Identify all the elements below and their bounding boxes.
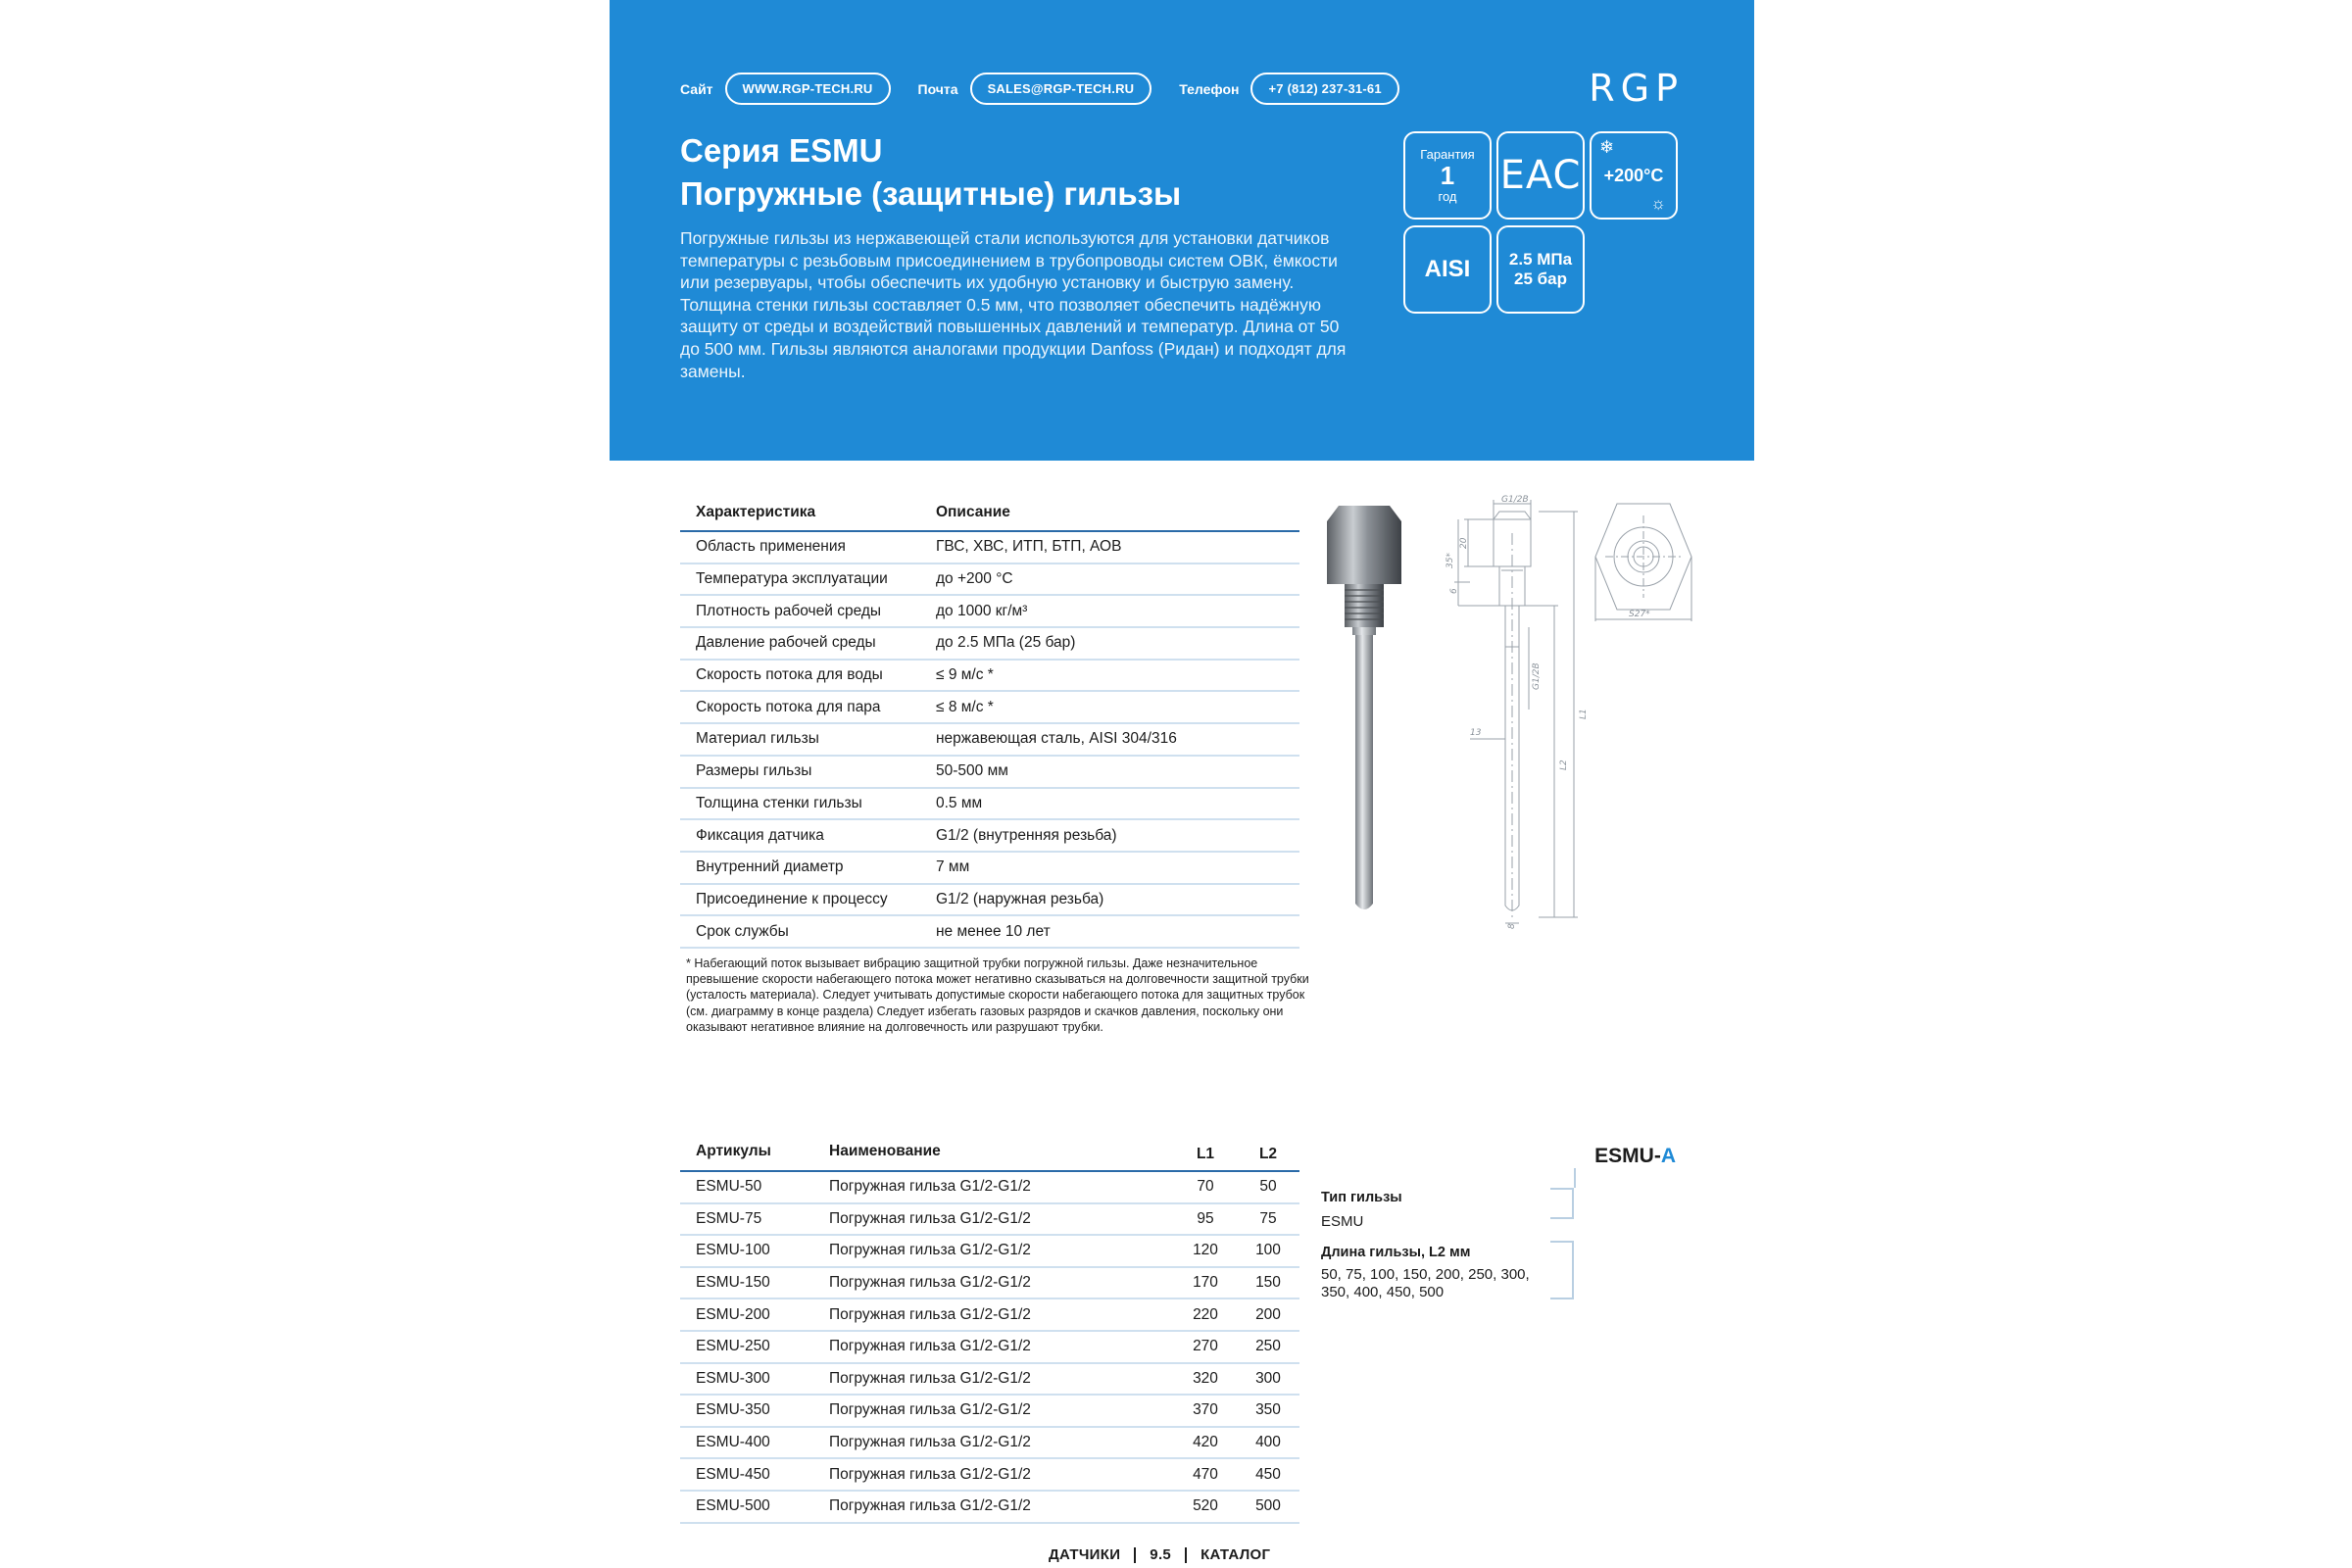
dim-6: 6 [1449,588,1459,594]
table-row [680,564,1299,596]
material-value: AISI [1424,256,1471,282]
dim-g12b-side: G1/2B [1532,662,1542,690]
table-row [680,1203,1299,1236]
article-l2: 350 [1237,1395,1299,1427]
article-name: Погружная гильза G1/2-G1/2 [813,1395,1174,1427]
article-l1: 120 [1174,1235,1237,1267]
product-photo [1315,502,1413,919]
spec-cell-name: Температура эксплуатации [680,564,920,596]
order-code [1594,1145,1676,1168]
table-row [680,691,1299,723]
article-name: Погружная гильза G1/2-G1/2 [813,1331,1174,1363]
spec-header-row [680,500,1299,531]
footer-divider [1134,1547,1136,1563]
article-l1: 70 [1174,1171,1237,1203]
table-row [680,660,1299,692]
spec-col-description: Описание [920,500,1299,531]
article-code: ESMU-150 [680,1267,813,1299]
footer-page-number: 9.5 [1150,1546,1172,1563]
bracket-connector [1574,1168,1625,1188]
sun-icon: ☼ [1650,194,1666,213]
articles-header-row [680,1139,1299,1171]
col-l2: L2 [1237,1139,1299,1171]
footer-section: ДАТЧИКИ [1049,1546,1121,1563]
article-code: ESMU-350 [680,1395,813,1427]
spec-cell-name: Толщина стенки гильзы [680,788,920,820]
snowflake-icon: ❄ [1599,137,1615,157]
article-l1: 470 [1174,1458,1237,1491]
type-value: ESMU [1321,1213,1364,1230]
table-row [680,531,1299,564]
article-code: ESMU-400 [680,1427,813,1459]
table-row [680,1298,1299,1331]
article-l2: 300 [1237,1363,1299,1396]
article-l2: 50 [1237,1171,1299,1203]
length-value: 50, 75, 100, 150, 200, 250, 300, 350, 400, 450, 500 [1321,1266,1530,1300]
table-row [680,1267,1299,1299]
spec-cell-value: до +200 °С [920,564,1299,596]
dim-l2: L2 [1559,760,1569,770]
spec-cell-value: G1/2 (наружная резьба) [920,884,1299,916]
article-l1: 520 [1174,1491,1237,1523]
table-row [680,627,1299,660]
spec-cell-name: Скорость потока для воды [680,660,920,692]
article-code: ESMU-450 [680,1458,813,1491]
article-name: Погружная гильза G1/2-G1/2 [813,1491,1174,1523]
mail-label: Почта [917,80,958,97]
spec-cell-name: Фиксация датчика [680,819,920,852]
table-row [680,1331,1299,1363]
article-code: ESMU-200 [680,1298,813,1331]
spec-cell-value: ≤ 9 м/с * [920,660,1299,692]
technical-drawing-hex [1590,496,1697,633]
table-row [680,852,1299,884]
site-link[interactable]: WWW.RGP-TECH.RU [725,73,891,105]
warranty-unit: год [1438,189,1457,204]
dim-s27: S27* [1629,610,1650,619]
spec-cell-name: Плотность рабочей среды [680,595,920,627]
article-name: Погружная гильза G1/2-G1/2 [813,1363,1174,1396]
article-code: ESMU-250 [680,1331,813,1363]
footer-catalog: КАТАЛОГ [1200,1546,1271,1563]
footnote: * Набегающий поток вызывает вибрацию защитной трубки погружной гильзы. Даже незначительное превышение скорости набегающего потока может негативно сказываться на долговечности защитной трубки (усталость материала). Следует учитывать допустимые скорости набегающего потока для защитных трубок (см. диаграмму в конце раздела) Следует избегать газовых разрядов и скачков давления, поскольку они оказывают негативное влияние на долговечность или разрушают трубки. [686,956,1309,1034]
spec-cell-value: ГВС, ХВС, ИТП, БТП, АОВ [920,531,1299,564]
dim-tube: 13 [1470,728,1482,738]
article-l1: 320 [1174,1363,1237,1396]
table-row [680,915,1299,948]
article-l2: 450 [1237,1458,1299,1491]
mail-link[interactable]: SALES@RGP-TECH.RU [970,73,1152,105]
site-label: Сайт [680,80,713,97]
article-l2: 75 [1237,1203,1299,1236]
spec-table [680,500,1299,949]
table-row [680,788,1299,820]
warranty-label: Гарантия [1420,147,1475,162]
dim-20: 20 [1459,537,1469,549]
spec-cell-name: Внутренний диаметр [680,852,920,884]
article-l2: 400 [1237,1427,1299,1459]
title-series: Серия ESMU [680,132,883,169]
contacts-bar [680,73,1427,105]
table-row [680,1171,1299,1203]
spec-cell-name: Область применения [680,531,920,564]
article-l1: 370 [1174,1395,1237,1427]
table-row [680,1491,1299,1523]
table-row [680,1458,1299,1491]
spec-cell-name: Срок службы [680,915,920,948]
spec-cell-value: до 1000 кг/м³ [920,595,1299,627]
spec-cell-value: 7 мм [920,852,1299,884]
article-l2: 250 [1237,1331,1299,1363]
article-name: Погружная гильза G1/2-G1/2 [813,1203,1174,1236]
article-l1: 220 [1174,1298,1237,1331]
page-title [680,129,1181,216]
rgp-logo: RGP [1589,67,1684,110]
table-row [680,1427,1299,1459]
intro-text: Погружные гильзы из нержавеющей стали используются для установки датчиков температуры с резьбовым присоединением в трубопроводы систем ОВК, ёмкости или резервуары, чтобы обеспечить их удобную установку и быструю замену. Толщина стенки гильзы составляет 0.5 мм, что позволяет обеспечить надёжную защиту от среды и воздействий повышенных давлений и температур. Длина от 50 до 500 мм. Гильзы являются аналогами продукции Danfoss (Ридан) и подходят для замены. [680,228,1347,381]
table-row [680,595,1299,627]
table-row [680,1395,1299,1427]
type-title: Тип гильзы [1321,1190,1402,1205]
dim-35: 35* [1446,553,1455,568]
spec-cell-value: 0.5 мм [920,788,1299,820]
table-row [680,1363,1299,1396]
article-l1: 170 [1174,1267,1237,1299]
article-name: Погружная гильза G1/2-G1/2 [813,1171,1174,1203]
dim-l1: L1 [1579,709,1589,719]
temperature-badge [1590,131,1678,220]
footer-divider [1185,1547,1187,1563]
article-name: Погружная гильза G1/2-G1/2 [813,1298,1174,1331]
spec-col-characteristic: Характеристика [680,500,920,531]
length-title: Длина гильзы, L2 мм [1321,1245,1471,1260]
technical-drawing-side [1431,494,1597,929]
spec-cell-name: Присоединение к процессу [680,884,920,916]
phone-label: Телефон [1179,80,1240,97]
spec-cell-name: Размеры гильзы [680,756,920,788]
spec-cell-value: не менее 10 лет [920,915,1299,948]
col-article: Артикулы [680,1139,813,1171]
dim-8: 8 [1507,923,1517,929]
catalog-page [610,0,1754,1568]
col-l1: L1 [1174,1139,1237,1171]
article-code: ESMU-75 [680,1203,813,1236]
spec-cell-value: G1/2 (внутренняя резьба) [920,819,1299,852]
pressure-bar: 25 бар [1514,270,1567,288]
spec-cell-name: Давление рабочей среды [680,627,920,660]
table-row [680,884,1299,916]
article-l1: 420 [1174,1427,1237,1459]
article-name: Погружная гильза G1/2-G1/2 [813,1267,1174,1299]
bracket-length [1550,1241,1574,1299]
article-l2: 200 [1237,1298,1299,1331]
order-code-legend [1315,1145,1688,1311]
article-l2: 500 [1237,1491,1299,1523]
article-l2: 100 [1237,1235,1299,1267]
spec-cell-value: нержавеющая сталь, AISI 304/316 [920,723,1299,756]
page-footer [1049,1546,1270,1563]
table-row [680,1235,1299,1267]
article-l1: 95 [1174,1203,1237,1236]
dim-g12b-top: G1/2B [1501,495,1529,505]
table-row [680,819,1299,852]
article-code: ESMU-100 [680,1235,813,1267]
order-code-base: ESMU- [1594,1145,1661,1167]
title-product: Погружные (защитные) гильзы [680,175,1182,212]
pressure-mpa: 2.5 МПа [1508,250,1573,269]
table-row [680,723,1299,756]
warranty-badge [1403,131,1492,220]
article-name: Погружная гильза G1/2-G1/2 [813,1458,1174,1491]
article-code: ESMU-50 [680,1171,813,1203]
order-code-suffix: A [1660,1145,1676,1167]
spec-cell-name: Материал гильзы [680,723,920,756]
spec-cell-value: ≤ 8 м/с * [920,691,1299,723]
bracket-type [1550,1188,1574,1219]
spec-cell-name: Скорость потока для пара [680,691,920,723]
spec-cell-value: 50-500 мм [920,756,1299,788]
article-name: Погружная гильза G1/2-G1/2 [813,1427,1174,1459]
articles-table [680,1139,1299,1524]
phone-link[interactable]: +7 (812) 237-31-61 [1250,73,1398,105]
article-l1: 270 [1174,1331,1237,1363]
pressure-badge [1496,225,1585,314]
warranty-value: 1 [1440,161,1455,190]
article-l2: 150 [1237,1267,1299,1299]
feature-badges [1403,131,1678,318]
article-code: ESMU-500 [680,1491,813,1523]
temperature-value: +200°C [1603,165,1664,185]
eac-badge [1496,131,1585,220]
col-name: Наименование [813,1139,1174,1171]
article-name: Погружная гильза G1/2-G1/2 [813,1235,1174,1267]
header-banner [610,0,1754,461]
eac-mark: EAC [1499,153,1582,198]
article-code: ESMU-300 [680,1363,813,1396]
table-row [680,756,1299,788]
spec-cell-value: до 2.5 МПа (25 бар) [920,627,1299,660]
material-badge [1403,225,1492,314]
